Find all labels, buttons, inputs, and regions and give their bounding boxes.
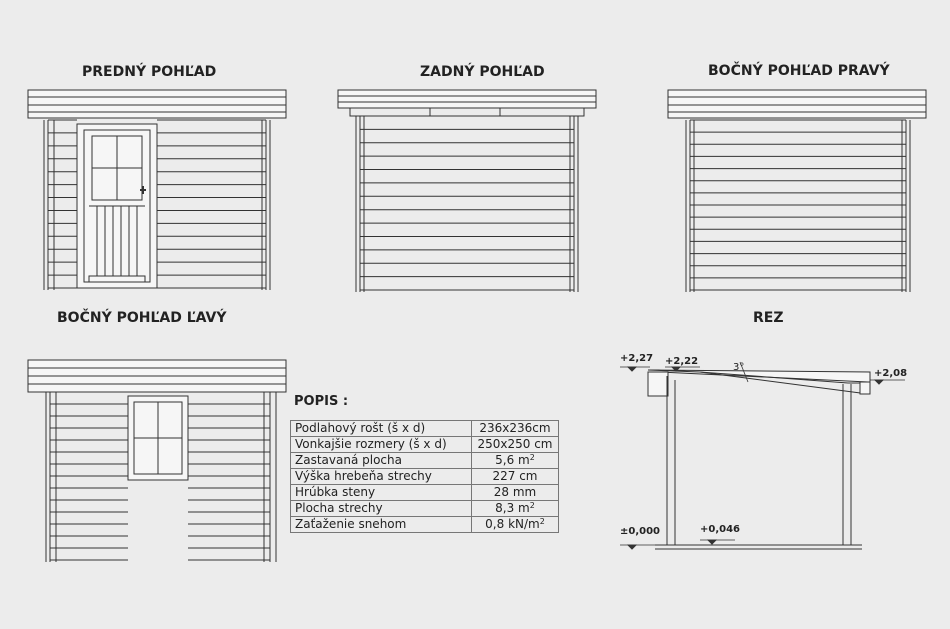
spec-value (472, 501, 559, 517)
spec-unit-superscript: 2 (529, 453, 535, 462)
spec-label: Výška hrebeňa strechy (291, 469, 472, 485)
spec-value-text: 250x250 cm (477, 437, 553, 451)
front-view-drawing (28, 90, 286, 290)
popis-title: POPIS : (294, 394, 349, 409)
left-view-drawing (28, 360, 286, 562)
spec-value-text: 8,3 m (495, 501, 530, 515)
level-0000: ±0,000 (620, 526, 661, 537)
spec-row (291, 453, 559, 469)
level-222: +2,22 (665, 356, 699, 367)
spec-label: Vonkajšie rozmery (š x d) (291, 437, 472, 453)
back-view-title: ZADNÝ POHĽAD (420, 64, 545, 80)
spec-unit-superscript: 2 (529, 501, 535, 510)
roof-angle-label: 3° (733, 362, 745, 373)
spec-value (472, 485, 559, 501)
spec-value (472, 469, 559, 485)
spec-label: Podlahový rošt (š x d) (291, 421, 472, 437)
spec-row (291, 421, 559, 437)
right-view-drawing (668, 90, 926, 292)
spec-value (472, 421, 559, 437)
spec-row (291, 437, 559, 453)
level-227: +2,27 (620, 353, 654, 364)
spec-value-text: 28 mm (493, 485, 537, 499)
level-0046: +0,046 (700, 524, 741, 535)
specs-table (290, 420, 559, 533)
spec-value-text: 227 cm (492, 469, 538, 483)
spec-label: Plocha strechy (291, 501, 472, 517)
spec-value (472, 517, 559, 533)
section-view-title: REZ (753, 310, 784, 326)
spec-label: Hrúbka steny (291, 485, 472, 501)
spec-value (472, 437, 559, 453)
spec-label: Zaťaženie snehom (291, 517, 472, 533)
spec-value-text: 236x236cm (479, 421, 551, 435)
level-208: +2,08 (874, 368, 908, 379)
spec-value (472, 453, 559, 469)
spec-label: Zastavaná plocha (291, 453, 472, 469)
spec-value-text: 0,8 kN/m (485, 517, 540, 531)
spec-row (291, 485, 559, 501)
back-view-drawing (338, 90, 596, 292)
section-drawing (620, 362, 908, 549)
right-view-title: BOČNÝ POHĽAD PRAVÝ (708, 63, 890, 79)
spec-row (291, 517, 559, 533)
spec-row (291, 469, 559, 485)
spec-value-text: 5,6 m (495, 453, 530, 467)
front-view-title: PREDNÝ POHĽAD (82, 64, 217, 80)
left-view-title: BOČNÝ POHĽAD ĽAVÝ (57, 310, 227, 326)
spec-unit-superscript: 2 (539, 517, 545, 526)
spec-row (291, 501, 559, 517)
